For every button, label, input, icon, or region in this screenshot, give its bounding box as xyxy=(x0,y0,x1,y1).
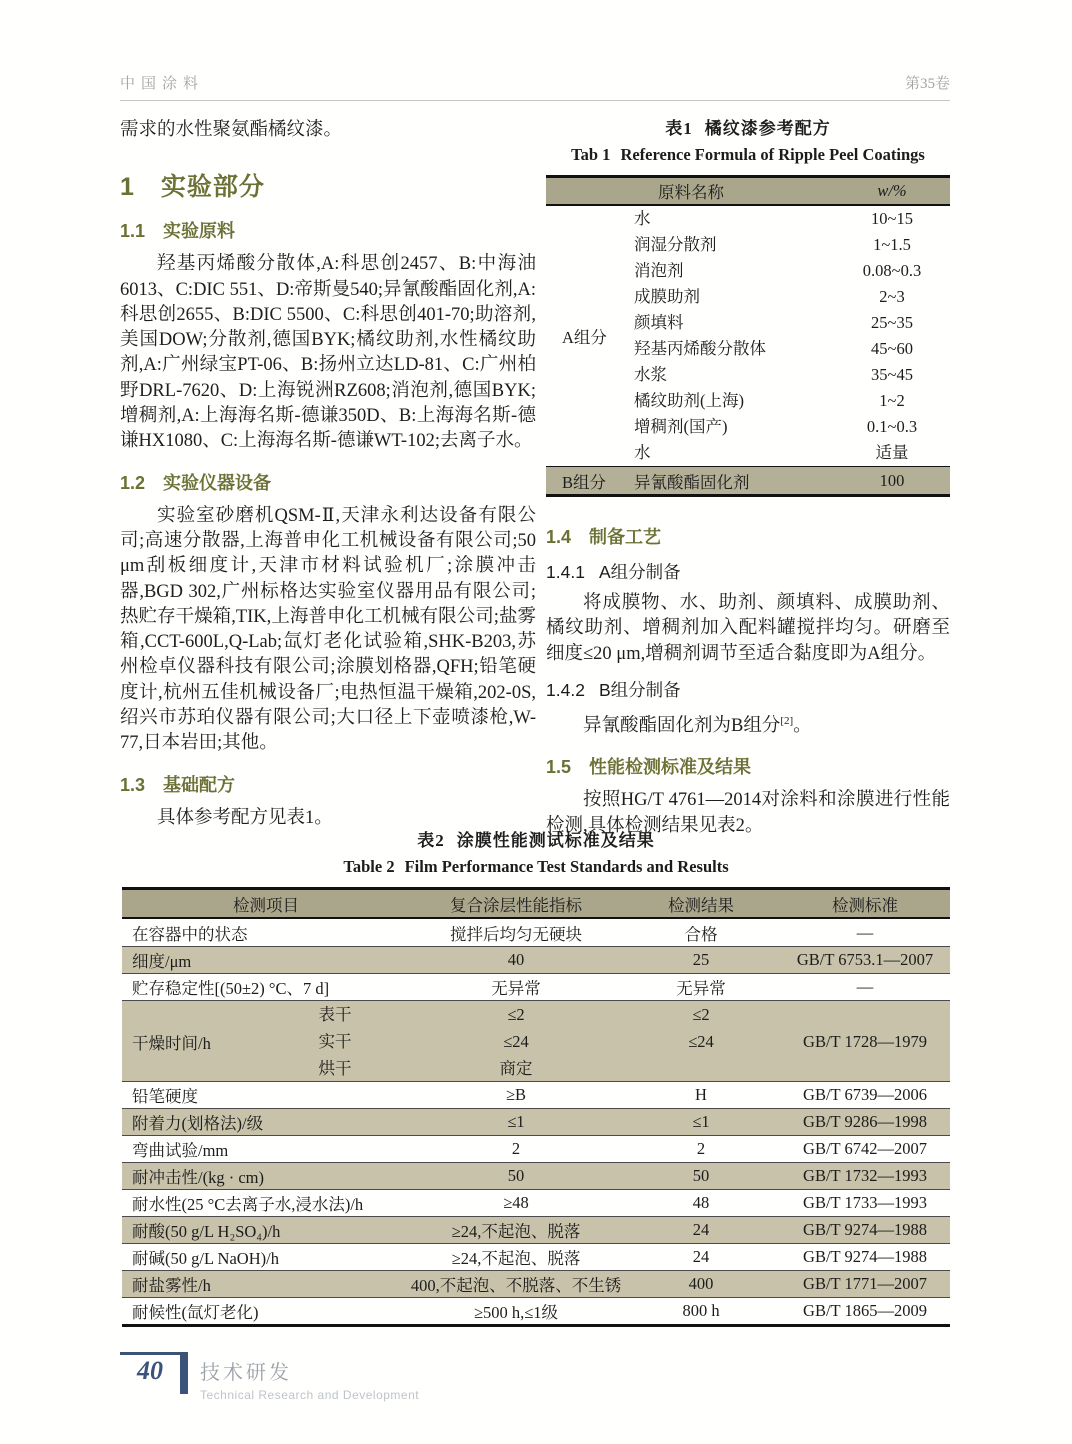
paragraph-text: 。 xyxy=(793,716,812,737)
section-title: 实验仪器设备 xyxy=(163,472,272,493)
footer-section-cn: 技术研发 xyxy=(200,1362,292,1384)
table2-caption-en xyxy=(122,857,950,877)
section-title: 制备工艺 xyxy=(589,527,662,547)
table1-header-row xyxy=(546,178,950,206)
table-cell: 在容器中的状态 xyxy=(132,924,248,944)
table2-number-en: Table 2 xyxy=(343,857,395,876)
section-number: 1.3 xyxy=(120,774,146,795)
table-cell: 35~45 xyxy=(871,365,913,384)
section-heading-1-4-1 xyxy=(546,559,950,584)
table-cell: 45~60 xyxy=(871,339,913,358)
table-cell: 消泡剂 xyxy=(634,261,684,280)
table-row xyxy=(122,919,950,946)
section-number: 1.2 xyxy=(120,472,146,493)
table-cell: ≤24 xyxy=(688,1032,714,1051)
table-row xyxy=(122,1108,950,1135)
section-title: 实验原料 xyxy=(163,221,236,242)
table2-header-spec: 复合涂层性能指标 xyxy=(450,895,582,915)
table-cell: GB/T 6742—2007 xyxy=(803,1139,927,1158)
table-cell xyxy=(622,1055,780,1082)
table-cell: 2~3 xyxy=(879,287,905,306)
table-cell: 水浆 xyxy=(634,365,667,384)
table-cell: ≤2 xyxy=(507,1005,525,1024)
table1-body xyxy=(546,206,950,466)
paragraph-text: 异氰酸酯固化剂为B组分 xyxy=(583,716,781,737)
table1-group-b-row xyxy=(546,466,950,494)
drying-time-results xyxy=(622,1001,780,1082)
section-heading-1-4-2 xyxy=(546,677,950,702)
table-cell: — xyxy=(856,977,874,996)
drying-time-sublabels xyxy=(260,1001,410,1082)
table-cell: GB/T 9274—1988 xyxy=(803,1247,927,1266)
table2-number-cn: 表2 xyxy=(417,831,445,850)
table-cell: 细度/μm xyxy=(132,952,192,971)
page-footer xyxy=(120,1352,419,1402)
table-cell: 400,不起泡、不脱落、不生锈 xyxy=(410,1276,622,1295)
section-heading-1-3 xyxy=(120,771,536,797)
paragraph-component-b xyxy=(546,709,950,739)
table1-group-b-label: B组分 xyxy=(562,472,607,492)
section-heading-1-4 xyxy=(546,523,950,549)
table-cell: GB/T 1771—2007 xyxy=(803,1274,927,1293)
table1-title-en: Reference Formula of Ripple Peel Coatings xyxy=(620,145,925,164)
table-cell: 无异常 xyxy=(491,979,541,998)
table-cell xyxy=(122,1001,410,1082)
table-cell: 合格 xyxy=(684,924,718,944)
table-cell: 100 xyxy=(879,470,905,490)
table1-number-en: Tab 1 xyxy=(571,145,611,164)
table-cell: 800 h xyxy=(682,1301,720,1320)
table2-header-row xyxy=(122,890,950,919)
table-cell: 40 xyxy=(507,950,525,969)
table-cell: 铅笔硬度 xyxy=(132,1087,198,1106)
volume-label: 第35卷 xyxy=(904,76,950,92)
section-title: 性能检测标准及结果 xyxy=(589,757,752,778)
table-cell: GB/T 1728—1979 xyxy=(803,1031,927,1051)
table-cell: 弯曲试验/mm xyxy=(132,1141,229,1160)
table1-caption-cn xyxy=(546,114,950,139)
table-cell: 橘纹助剂(上海) xyxy=(634,391,744,410)
table1-header-weight: w/% xyxy=(877,181,907,200)
table-cell: 1~1.5 xyxy=(873,235,911,254)
table-cell: 贮存稳定性[(50±2) °C、7 d] xyxy=(132,979,330,998)
table-cell: 增稠剂(国产) xyxy=(634,417,728,436)
section-number: 1.1 xyxy=(120,221,146,242)
table-cell: H xyxy=(695,1085,707,1104)
table-cell: 耐冲击性/(kg · cm) xyxy=(132,1168,264,1187)
section-title: 实验部分 xyxy=(160,173,265,202)
table1 xyxy=(546,175,950,497)
table2-title-en: Film Performance Test Standards and Results xyxy=(404,857,729,876)
table-cell: GB/T 9274—1988 xyxy=(803,1220,927,1239)
table2-block xyxy=(122,826,950,1327)
table-cell: ≥48 xyxy=(503,1193,529,1212)
table-cell: GB/T 1865—2009 xyxy=(803,1301,927,1320)
footer-divider-bar xyxy=(180,1352,188,1394)
paragraph-component-a: 将成膜物、水、助剂、颜填料、成膜助剂、橘纹助剂、增稠剂加入配料罐搅拌均匀。研磨至细度≤20 μm,增稠剂调节至适合黏度即为A组分。 xyxy=(546,593,950,664)
table-cell: 耐酸(50 g/L H₂SO₄)/h xyxy=(132,1222,281,1241)
section-heading-1-2 xyxy=(120,469,536,495)
section-heading-1 xyxy=(120,167,536,203)
table-cell: 0.08~0.3 xyxy=(862,261,922,280)
table1-number-cn: 表1 xyxy=(665,119,693,138)
table-row xyxy=(122,1189,950,1216)
table-cell: 10~15 xyxy=(871,209,913,228)
footer-section xyxy=(200,1352,419,1402)
section-number: 1.4.2 xyxy=(546,679,585,700)
table-cell: ≤2 xyxy=(692,1005,710,1024)
table-cell: ≥B xyxy=(505,1085,527,1104)
table-cell: 400 xyxy=(688,1274,714,1293)
table-row xyxy=(122,1270,950,1297)
section-heading-1-5 xyxy=(546,753,950,779)
table-cell: 异氰酸酯固化剂 xyxy=(634,472,750,492)
table-cell: 24 xyxy=(692,1247,710,1266)
table-row xyxy=(122,1216,950,1243)
table2-header-result: 检测结果 xyxy=(668,895,734,915)
table-cell: ≤24 xyxy=(503,1032,529,1051)
table-cell: GB/T 6739—2006 xyxy=(803,1085,927,1104)
section-number: 1.4 xyxy=(546,527,572,547)
table1-group-a-label: A组分 xyxy=(562,328,607,347)
table-cell: 25 xyxy=(692,950,710,969)
drying-time-label: 干燥时间/h xyxy=(132,1033,211,1053)
drying-time-specs xyxy=(410,1001,622,1082)
table-cell: 商定 xyxy=(499,1059,533,1078)
table-cell: 耐候性(氙灯老化) xyxy=(132,1303,259,1322)
section-title: B组分制备 xyxy=(598,679,681,700)
table-cell: 25~35 xyxy=(871,313,913,332)
table-cell: 实干 xyxy=(318,1032,352,1051)
table-cell: ≥24,不起泡、脱落 xyxy=(451,1222,581,1241)
intro-continuation-line: 需求的水性聚氨酯橘纹漆。 xyxy=(120,120,343,140)
table-cell: 2 xyxy=(511,1139,521,1158)
table2-header-item: 检测项目 xyxy=(233,895,299,915)
table-cell: 1~2 xyxy=(879,391,905,410)
citation-reference: [2] xyxy=(780,714,794,727)
table-cell: 烘干 xyxy=(318,1059,352,1078)
table-cell: 24 xyxy=(692,1220,710,1239)
section-title: 基础配方 xyxy=(163,774,236,795)
paragraph-raw-materials: 羟基丙烯酸分散体,A:科思创2457、B:中海油6013、C:DIC 551、D:帝斯曼540;异氰酸酯固化剂,A:科思创2655、B:DIC 5500、C:科思创401-70;助溶剂,美国DOW;分散剂,德国BYK;橘纹助剂,水性橘纹助剂,A:广州绿宝PT-06、B:扬州立达LD-81、C:广州柏野DRL-7620、D:上海锐洲RZ608;消泡剂,德国BYK;增稠剂,A:上海海名斯-德谦350D、B:上海海名斯-德谦HX1080、C:上海海名斯-德谦WT-102;去离子水。 xyxy=(120,254,536,452)
table2-title-cn: 涂膜性能测试标准及结果 xyxy=(456,831,655,850)
table1-header-material: 原料名称 xyxy=(658,183,724,202)
journal-name: 中国涂料 xyxy=(120,76,205,92)
table-cell: 耐盐雾性/h xyxy=(132,1276,211,1295)
table-cell: 0.1~0.3 xyxy=(866,417,918,436)
table-cell: 50 xyxy=(692,1166,710,1185)
table-cell: 附着力(划格法)/级 xyxy=(132,1114,264,1133)
table-cell: 水 xyxy=(634,443,651,462)
table-cell: 羟基丙烯酸分散体 xyxy=(634,339,766,358)
table2 xyxy=(122,887,950,1327)
table-cell: 润湿分散剂 xyxy=(634,235,717,254)
right-column xyxy=(546,114,950,839)
table-cell: 耐水性(25 °C去离子水,浸水法)/h xyxy=(132,1195,364,1214)
table-row xyxy=(122,1135,950,1162)
table-cell: — xyxy=(856,922,874,942)
table-cell: 2 xyxy=(696,1139,706,1158)
table-cell: ≤1 xyxy=(507,1112,525,1131)
table-row xyxy=(122,1297,950,1324)
table-cell: ≤1 xyxy=(692,1112,710,1131)
table-cell: GB/T 6753.1—2007 xyxy=(796,950,934,969)
table-cell: 无异常 xyxy=(676,979,726,998)
table-cell: 耐碱(50 g/L NaOH)/h xyxy=(132,1249,279,1268)
section-number: 1.4.1 xyxy=(546,562,585,582)
table-cell: ≥24,不起泡、脱落 xyxy=(451,1249,581,1268)
table-row-group-drying-time xyxy=(122,1000,950,1081)
paragraph-test-standards: 按照HG/T 4761—2014对涂料和涂膜进行性能检测,具体检测结果见表2。 xyxy=(546,790,950,836)
table-cell: 成膜助剂 xyxy=(634,287,700,306)
table-cell: GB/T 1732—1993 xyxy=(803,1166,927,1185)
table-row xyxy=(122,946,950,973)
table-cell: 50 xyxy=(507,1166,525,1185)
table1-caption-en xyxy=(546,145,950,165)
paragraph-equipment: 实验室砂磨机QSM-Ⅱ,天津永利达设备有限公司;高速分散器,上海普申化工机械设备有限公司;50 μm刮板细度计,天津市材料试验机厂;涂膜冲击器,BGD 302,广州标格达实验室仪器用品有限公司;热贮存干燥箱,TIK,上海普申化工机械有限公司;盐雾箱,CCT-600L,Q-Lab;氙灯老化试验箱,SHK-B203,苏州检卓仪器科技有限公司;涂膜划格器,QFH;铅笔硬度计,杭州五佳机械设备厂;电热恒温干燥箱,202-0S,绍兴市苏珀仪器有限公司;大口径上下壶喷漆枪,W-77,日本岩田;其他。 xyxy=(120,505,536,754)
table-row xyxy=(122,1243,950,1270)
left-column xyxy=(120,118,536,831)
table-cell: 搅拌后均匀无硬块 xyxy=(450,924,582,944)
section-number: 1.5 xyxy=(546,757,572,778)
table-cell: GB/T 9286—1998 xyxy=(803,1112,927,1131)
table-cell: 水 xyxy=(634,209,651,228)
page-number: 40 xyxy=(120,1352,180,1386)
table-cell: 48 xyxy=(692,1193,710,1212)
table-row xyxy=(122,973,950,1000)
table1-title-cn: 橘纹漆参考配方 xyxy=(704,119,831,138)
table-cell: 颜填料 xyxy=(634,313,684,332)
table-cell: 适量 xyxy=(875,443,909,462)
table2-header-standard: 检测标准 xyxy=(832,895,898,915)
section-number: 1 xyxy=(120,173,135,202)
table-cell: ≥500 h,≤1级 xyxy=(473,1303,559,1322)
table-cell: 表干 xyxy=(318,1005,352,1024)
running-head xyxy=(120,72,950,101)
section-heading-1-1 xyxy=(120,217,536,243)
section-title: A组分制备 xyxy=(598,562,681,582)
paragraph-base-formula: 具体参考配方见表1。 xyxy=(157,807,333,828)
table-row xyxy=(122,1162,950,1189)
table-row xyxy=(122,1081,950,1108)
table-cell: GB/T 1733—1993 xyxy=(803,1193,927,1212)
footer-section-en: Technical Research and Development xyxy=(200,1388,420,1402)
table2-caption-cn xyxy=(122,826,950,851)
